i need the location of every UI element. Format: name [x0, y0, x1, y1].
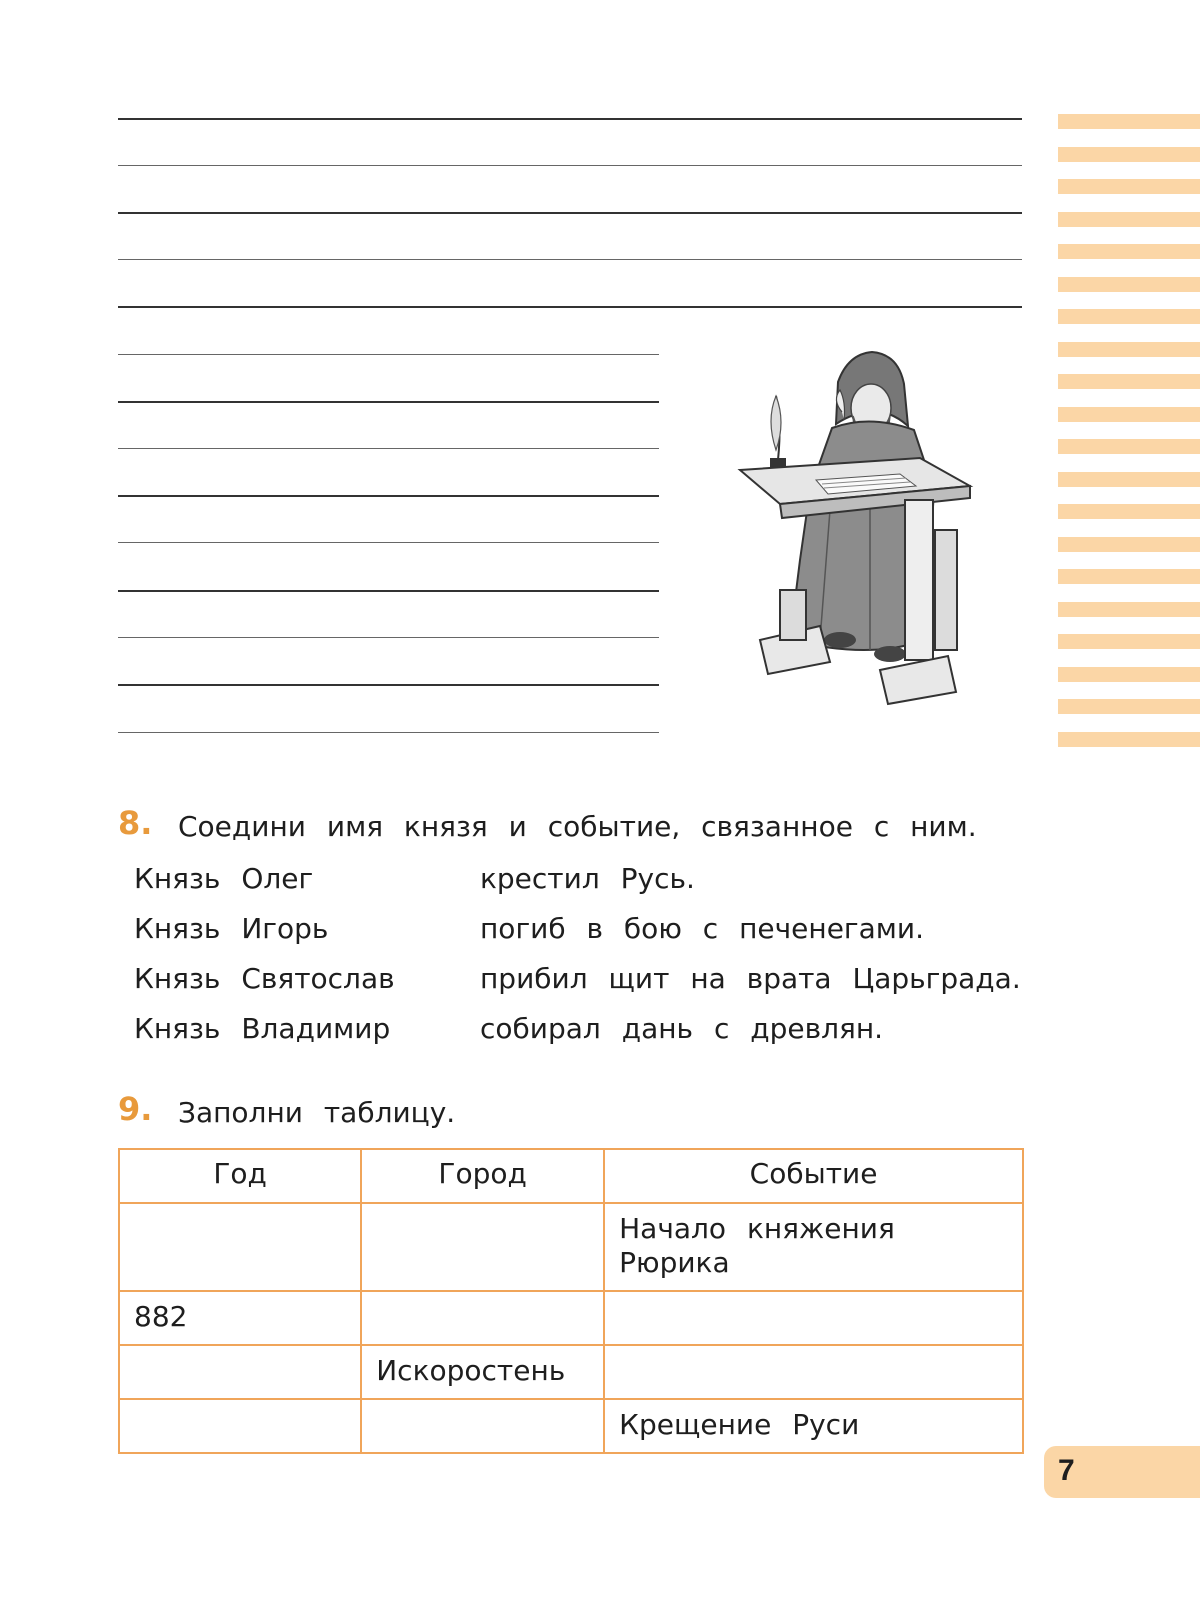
- table-row: [119, 1345, 1023, 1399]
- writing-line[interactable]: [118, 401, 659, 403]
- table-row: [119, 1203, 1023, 1291]
- decorative-stripe: [1058, 374, 1200, 389]
- writing-line[interactable]: [118, 306, 1022, 308]
- table-cell-year[interactable]: 882: [119, 1291, 361, 1345]
- writing-line[interactable]: [118, 354, 659, 355]
- writing-line[interactable]: [118, 732, 659, 733]
- decorative-stripe: [1058, 699, 1200, 714]
- event-text[interactable]: собирал дань с древлян.: [480, 1012, 884, 1045]
- writing-line[interactable]: [118, 590, 659, 592]
- task-8-number: 8.: [118, 804, 153, 842]
- task-9-table: [118, 1148, 1024, 1454]
- decorative-stripe: [1058, 634, 1200, 649]
- event-text[interactable]: погиб в бою с печенегами.: [480, 912, 925, 945]
- writing-line[interactable]: [118, 495, 659, 497]
- decorative-stripe: [1058, 147, 1200, 162]
- column-header-event: Событие: [604, 1149, 1023, 1203]
- writing-line[interactable]: [118, 259, 1022, 260]
- table-cell-year[interactable]: [119, 1399, 361, 1453]
- decorative-stripe: [1058, 537, 1200, 552]
- table-cell-year[interactable]: [119, 1203, 361, 1291]
- writing-line[interactable]: [118, 637, 659, 638]
- table-cell-city[interactable]: [361, 1291, 604, 1345]
- decorative-stripe: [1058, 179, 1200, 194]
- task-9-instruction: Заполни таблицу.: [178, 1096, 456, 1129]
- writing-line[interactable]: [118, 118, 1022, 120]
- decorative-stripe: [1058, 602, 1200, 617]
- decorative-stripe: [1058, 244, 1200, 259]
- decorative-stripe: [1058, 504, 1200, 519]
- table-cell-event[interactable]: Начало княжения Рюрика: [604, 1203, 1023, 1291]
- prince-name[interactable]: Князь Владимир: [134, 1012, 391, 1045]
- table-row: [119, 1399, 1023, 1453]
- table-cell-event[interactable]: [604, 1291, 1023, 1345]
- page-number-tab: [1044, 1446, 1200, 1498]
- decorative-stripe: [1058, 569, 1200, 584]
- event-text[interactable]: крестил Русь.: [480, 862, 695, 895]
- table-header-row: [119, 1149, 1023, 1203]
- decorative-stripe: [1058, 439, 1200, 454]
- table-cell-year[interactable]: [119, 1345, 361, 1399]
- decorative-stripe: [1058, 309, 1200, 324]
- column-header-year: Год: [119, 1149, 361, 1203]
- table-cell-city[interactable]: [361, 1399, 604, 1453]
- column-header-city: Город: [361, 1149, 604, 1203]
- table-cell-event[interactable]: Крещение Руси: [604, 1399, 1023, 1453]
- decorative-stripe: [1058, 114, 1200, 129]
- table-cell-event[interactable]: [604, 1345, 1023, 1399]
- table-row: [119, 1291, 1023, 1345]
- writing-line[interactable]: [118, 212, 1022, 214]
- decorative-stripe: [1058, 342, 1200, 357]
- decorative-stripe: [1058, 277, 1200, 292]
- decorative-stripe: [1058, 732, 1200, 747]
- prince-name[interactable]: Князь Олег: [134, 862, 314, 895]
- task-8-instruction: Соедини имя князя и событие, связанное с ним.: [178, 810, 977, 843]
- writing-line[interactable]: [118, 448, 659, 449]
- decorative-stripe: [1058, 667, 1200, 682]
- monk-scribe-illustration: [720, 340, 1020, 735]
- table-cell-city[interactable]: Искоростень: [361, 1345, 604, 1399]
- decorative-stripe: [1058, 212, 1200, 227]
- decorative-stripe: [1058, 472, 1200, 487]
- prince-name[interactable]: Князь Святослав: [134, 962, 395, 995]
- writing-line[interactable]: [118, 684, 659, 686]
- prince-name[interactable]: Князь Игорь: [134, 912, 329, 945]
- page-number: 7: [1058, 1454, 1075, 1487]
- writing-line[interactable]: [118, 165, 1022, 166]
- writing-line[interactable]: [118, 542, 659, 543]
- table-cell-city[interactable]: [361, 1203, 604, 1291]
- decorative-stripe: [1058, 407, 1200, 422]
- event-text[interactable]: прибил щит на врата Царьграда.: [480, 962, 1021, 995]
- task-9-number: 9.: [118, 1090, 153, 1128]
